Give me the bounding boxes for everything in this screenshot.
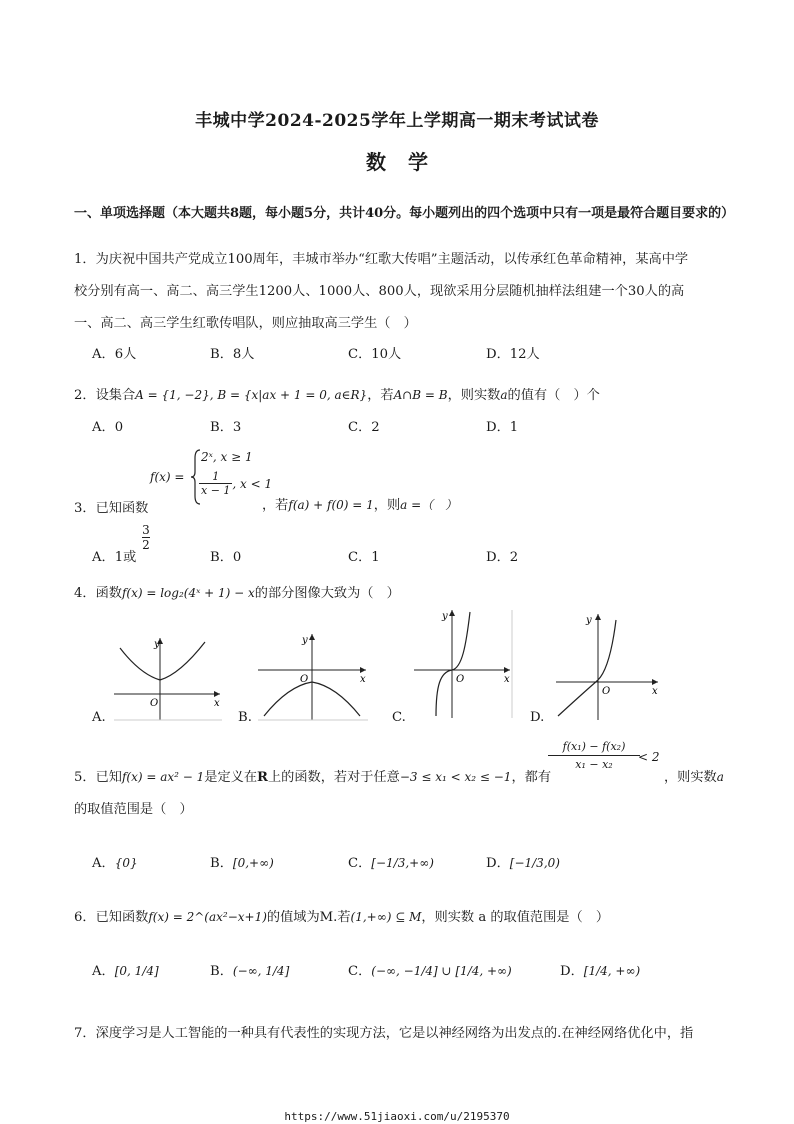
q1-option-a[interactable]: A．6人	[92, 347, 137, 362]
q2-var: a	[500, 388, 508, 402]
q5-option-a-label: A．	[92, 856, 115, 871]
q3-prefix: 3．已知函数	[74, 501, 149, 516]
q5-fraction	[548, 740, 640, 771]
q3-condition: f(a) + f(0) = 1	[288, 498, 374, 512]
q2-mid: ，若	[367, 388, 394, 403]
q6-option-c-value: (−∞, −1/4] ∪ [1/4, +∞)	[371, 964, 512, 978]
q3-case2-num: 1	[199, 470, 232, 484]
graph-d-y-label: y	[586, 615, 592, 626]
q5-option-c-value: [−1/3,+∞)	[371, 856, 434, 870]
q5-option-d-label: D．	[486, 856, 510, 871]
q5-mid3: ，都有	[511, 770, 552, 785]
q3-suffix: a =（ ）	[400, 498, 458, 512]
q4-graph-c	[410, 606, 518, 720]
q6-stem	[74, 906, 609, 925]
q4-option-a[interactable]: A.	[92, 710, 106, 725]
subject-title: 数学	[366, 150, 450, 174]
graph-b-x-label: x	[360, 674, 366, 685]
q6-option-c-label: C．	[348, 964, 372, 979]
graph-c-origin: O	[456, 674, 465, 685]
q2-set-a: A = {1, −2}	[135, 388, 210, 402]
q4-graph-a	[110, 632, 228, 724]
q5-frac-tail: < 2	[638, 750, 660, 764]
q5-option-b-value: [0,+∞)	[232, 856, 274, 870]
q3-option-a-num: 3	[142, 523, 150, 537]
q3-option-a-den: 2	[142, 538, 150, 552]
q6-condition: (1,+∞) ⊆ M	[350, 910, 422, 924]
graph-a-curve	[120, 642, 205, 680]
q3-option-a-text: A．1或	[92, 550, 137, 565]
q3-suffix-pre: ，则	[373, 498, 401, 513]
q2-suffix: 的值有（ ）个	[507, 388, 600, 403]
q4-prefix: 4．函数	[74, 586, 122, 601]
graph-c-curve	[436, 612, 470, 716]
q6-prefix: 6．已知函数	[74, 910, 149, 925]
q4-option-b[interactable]: B.	[238, 710, 252, 725]
q2-option-d[interactable]: D．1	[486, 420, 519, 435]
graph-d-origin: O	[602, 686, 611, 697]
q6-option-a-label: A．	[92, 964, 115, 979]
q3-func-name: f(x) =	[150, 470, 185, 484]
q3-case2-den: x − 1	[201, 484, 231, 497]
q5-option-d-value: [−1/3,0)	[509, 856, 560, 870]
q6-suffix: ，则实数 a 的取值范围是（ ）	[421, 910, 610, 925]
graph-a-origin: O	[150, 698, 159, 709]
q4-func: f(x) = log₂(4ˣ + 1) − x	[121, 586, 255, 600]
graph-d-curve	[558, 620, 616, 716]
q4-stem	[74, 582, 400, 601]
footer-url[interactable]: https://www.51jiaoxi.com/u/2195370	[284, 1110, 510, 1123]
q6-option-d[interactable]	[560, 960, 640, 979]
q4-option-c[interactable]: C.	[392, 710, 406, 725]
q6-mid: 的值域为M.若	[266, 910, 351, 925]
q3-option-d[interactable]: D．2	[486, 550, 519, 565]
q3-case2	[199, 470, 272, 497]
graph-b-origin: O	[300, 674, 309, 685]
q6-option-b-label: B．	[210, 964, 233, 979]
q3-option-a[interactable]	[92, 546, 136, 565]
q6-option-b[interactable]	[210, 960, 289, 979]
q3-case2-tail: , x < 1	[232, 477, 273, 491]
q5-prefix: 5．已知	[74, 770, 122, 785]
q1-option-d[interactable]: D．12人	[486, 347, 540, 362]
q5-suffix-pre: ，则实数	[664, 770, 717, 785]
q6-option-b-value: (−∞, 1/4]	[232, 964, 290, 978]
q5-option-a-value: {0}	[114, 856, 138, 870]
q3-case1: 2ˣ, x ≥ 1	[201, 450, 253, 464]
q3-condition-line	[262, 494, 457, 513]
q5-condition: −3 ≤ x₁ < x₂ ≤ −1	[399, 770, 512, 784]
q6-option-d-label: D．	[560, 964, 584, 979]
q2-condition: A∩B = B	[393, 388, 448, 402]
q2-option-b[interactable]: B．3	[210, 420, 242, 435]
q4-suffix: 的部分图像大致为（ ）	[254, 586, 400, 601]
graph-c-y-label: y	[442, 611, 448, 622]
q5-frac-den: x₁ − x₂	[575, 758, 613, 771]
q2-option-c[interactable]: C．2	[348, 420, 380, 435]
q6-option-c[interactable]	[348, 960, 512, 979]
q1-option-b[interactable]: B．8人	[210, 347, 255, 362]
q3-option-a-fraction	[142, 523, 150, 552]
q2-prefix: 2．设集合	[74, 388, 136, 403]
q2-stem	[74, 384, 600, 403]
q1-option-c[interactable]: C．10人	[348, 347, 402, 362]
q4-graph-b	[254, 630, 372, 724]
q5-suffix-line	[664, 766, 724, 785]
q5-option-c-label: C．	[348, 856, 372, 871]
q5-R: R	[257, 770, 268, 785]
q5-var: a	[716, 770, 724, 784]
q7-line1: 7．深度学习是人工智能的一种具有代表性的实现方法，它是以神经网络为出发点的.在神经网络优化中，指	[74, 1026, 694, 1041]
graph-a-x-label: x	[214, 698, 220, 709]
graph-b-y-label: y	[302, 635, 308, 646]
section-heading: 一、单项选择题（本大题共8题，每小题5分，共计40分。每小题列出的四个选项中只有一项是最符合题目要求的）	[74, 206, 735, 221]
q5-option-b-label: B．	[210, 856, 233, 871]
graph-c-x-label: x	[504, 674, 510, 685]
q5-mid2: 上的函数，若对于任意	[267, 770, 400, 785]
q4-graph-d	[552, 610, 664, 722]
q2-suffix-pre: ，则实数	[447, 388, 501, 403]
q2-option-a[interactable]: A．0	[92, 420, 124, 435]
exam-title: 丰城中学2024-2025学年上学期高一期末考试试卷	[195, 111, 599, 131]
q2-set-b: , B = {x|ax + 1 = 0, a∈R}	[209, 388, 368, 402]
q6-option-d-value: [1/4, +∞)	[583, 964, 641, 978]
graph-d-x-label: x	[652, 686, 658, 697]
q5-option-a[interactable]	[92, 852, 138, 871]
q3-option-b[interactable]: B．0	[210, 550, 242, 565]
q6-option-a-value: [0, 1/4]	[114, 964, 159, 978]
q1-line1: 1．为庆祝中国共产党成立100周年，丰城市举办“红歌大传唱”主题活动，以传承红色革命精神，某高中学	[74, 252, 689, 267]
q5-stem	[74, 766, 551, 785]
q5-func: f(x) = ax² − 1	[121, 770, 205, 784]
q5-frac-num: f(x₁) − f(x₂)	[562, 740, 626, 753]
q5-option-d[interactable]	[486, 852, 560, 871]
q5-option-c[interactable]	[348, 852, 434, 871]
q1-line2: 校分别有高一、高二、高三学生1200人、1000人、800人，现欲采用分层随机抽样法组建一个30人的高	[74, 284, 685, 299]
q4-option-d[interactable]: D.	[530, 710, 545, 725]
q5-option-b[interactable]	[210, 852, 274, 871]
q3-option-c[interactable]: C．1	[348, 550, 380, 565]
q3-mid: ，若	[262, 498, 289, 513]
q6-func: f(x) = 2^(ax²−x+1)	[148, 910, 267, 924]
q5-line2: 的取值范围是（ ）	[74, 802, 193, 817]
graph-a-y-label: y	[154, 639, 160, 650]
q5-mid1: 是定义在	[204, 770, 258, 785]
q1-line3: 一、高二、高三学生红歌传唱队，则应抽取高三学生（ ）	[74, 316, 417, 331]
q6-option-a[interactable]	[92, 960, 159, 979]
